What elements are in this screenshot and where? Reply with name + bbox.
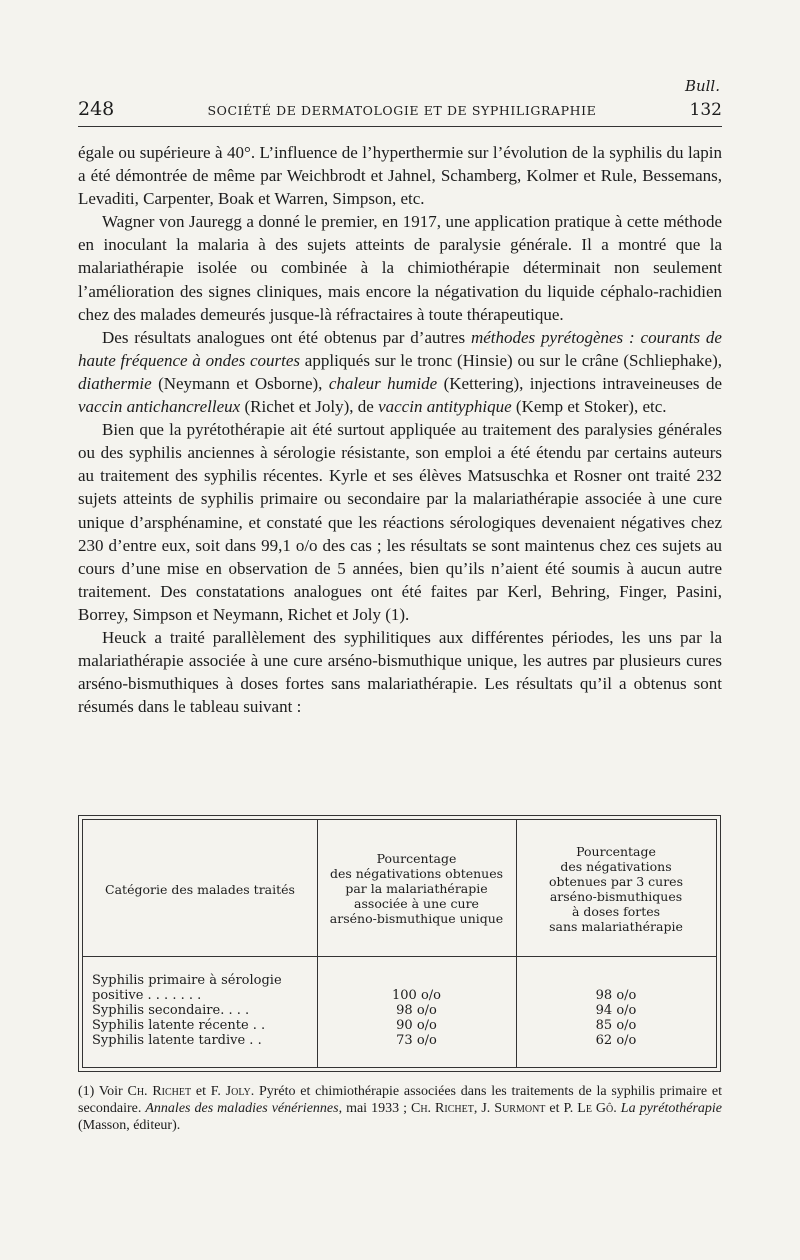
header-line: arséno-bismuthique unique — [329, 911, 504, 926]
author-name: P. Le Gô — [563, 1101, 614, 1116]
text-run: (Kemp et Stoker), etc. — [511, 397, 667, 417]
results-table — [78, 815, 721, 1072]
text-run: , mai 1933 ; — [338, 1101, 411, 1116]
text-run: et — [191, 1084, 211, 1099]
text-run: . Pyréto et chimiothérapie associées dans les traitements de la syphilis primaire et secondaire. — [78, 1084, 722, 1116]
text-run: (Masson, éditeur). — [78, 1118, 181, 1133]
header-rule — [78, 126, 722, 127]
header-line: Pourcentage — [376, 851, 457, 866]
header-line: Pourcentage — [576, 844, 656, 859]
table-inner-border — [82, 819, 717, 1068]
header-line: sans malariathérapie — [549, 919, 683, 934]
running-title: SOCIÉTÉ DE DERMATOLOGIE ET DE SYPHILIGRAPHIE — [207, 103, 597, 118]
row-label: Syphilis latente récente . . — [92, 1018, 266, 1033]
text-run: (Kettering), injections intraveineuses de — [437, 373, 722, 393]
text-run: appliqués sur le tronc (Hinsie) ou sur le crâne (Schliephake), — [300, 350, 722, 370]
paragraph-5: Heuck a traité parallèlement des syphilitiques aux différentes périodes, les uns par la malariathérapie associée à une cure arséno-bismuthique unique, les autres par plusieurs cures arséno-bismuthiques à doses fortes sans malariathérapie. Les résultats qu’il a obtenus sont résumés dans le tableau suivant : — [78, 627, 722, 717]
cell-value: 100 o/o — [392, 988, 441, 1003]
author-name: F. Joly — [210, 1084, 251, 1099]
header-line: des négativations obtenues — [329, 866, 504, 881]
header-divider — [83, 956, 716, 957]
cell-value: 94 o/o — [595, 1003, 637, 1018]
header-line: par la malariathérapie — [345, 881, 488, 896]
text-run: Des résultats analogues ont été obtenus par d’autres — [102, 327, 471, 347]
author-name: Ch. Richet — [127, 1084, 192, 1099]
journal-title: Annales des maladies vénériennes — [145, 1101, 339, 1116]
cell-value: 98 o/o — [595, 988, 637, 1003]
paragraph-1: égale ou supérieure à 40°. L’influence de l’hyperthermie sur l’évolution de la syphilis du lapin a été démontrée de même par Weichbrodt et Jahnel, Schamberg, Kolmer et Rule, Bessemans, Levaditi, Carpenter, Boak et Warren, Simpson, etc. — [78, 143, 722, 209]
paragraph-3 — [78, 326, 722, 418]
cell-value: 90 o/o — [396, 1018, 437, 1033]
column-header-malaria — [317, 851, 516, 926]
italic-run: vaccin antityphique — [378, 397, 512, 417]
footnote — [78, 1083, 722, 1134]
journal-abbrev: Bull. — [684, 77, 720, 95]
cell-value: 62 o/o — [595, 1033, 637, 1048]
header-line: des négativations — [560, 859, 672, 874]
header-line: obtenues par 3 cures — [548, 874, 683, 889]
page-number: 248 — [78, 98, 115, 120]
row-label: Syphilis latente tardive . . — [92, 1033, 262, 1048]
row-label: positive . . . . . . . — [92, 988, 202, 1003]
row-label: Syphilis secondaire. . . . — [92, 1003, 250, 1018]
row-label: Syphilis primaire à sérologie — [92, 973, 282, 988]
text-run: . — [613, 1101, 621, 1116]
header-line: associée à une cure — [354, 896, 479, 911]
header-line: à doses fortes — [571, 904, 661, 919]
body-text — [78, 141, 722, 718]
paragraph-2: Wagner von Jauregg a donné le premier, en 1917, une application pratique à cette méthode en inoculant la malaria à des sujets atteints de paralysie générale. Il a montré que la malariathérapie isolée ou combinée à la chimiothérapie déterminait non seulement l’amélioration des signes cliniques, mais encore la négativation du liquide céphalo-rachidien chez des malades demeurés jusque-là réfractaires à toute thérapeutique. — [78, 212, 722, 324]
cell-value: 98 o/o — [396, 1003, 437, 1018]
running-header — [78, 98, 722, 120]
column-header-arseno — [516, 844, 716, 934]
italic-run: diathermie — [78, 373, 152, 393]
italic-run: méthodes pyrétogènes : courants de haute fréquence à ondes courtes — [78, 327, 722, 370]
paragraph-4: Bien que la pyrétothérapie ait été surtout appliquée au traitement des paralysies générales ou des syphilis anciennes à sérologie résistante, son emploi a été étendu par certains auteurs au traitement des syphilis récentes. Kyrle et ses élèves Matsuschka et Rosner ont traité 232 sujets atteints de syphilis primaire ou secondaire par la malariathérapie associée à une cure unique d’arsphénamine, et constaté que les réactions sérologiques devenaient négatives chez 230 d’entre eux, soit dans 99,1 o/o des cas ; les résultats se sont maintenus chez ces sujets au cours d’une mise en observation de 5 années, bien qu’ils n’aient été soumis à aucun autre traitement. Des constatations analogues ont été faites par Kerl, Behring, Finger, Pasini, Borrey, Simpson et Neymann, Richet et Joly (1). — [78, 420, 722, 624]
text-run: et — [545, 1101, 564, 1116]
italic-run: chaleur humide — [328, 373, 438, 393]
text-run: (Neymann et Osborne), — [151, 373, 329, 393]
issue-number: 132 — [689, 100, 722, 120]
author-name: Ch. Richet, J. Surmont — [410, 1101, 546, 1116]
text-run: (Richet et Joly), de — [240, 397, 379, 417]
book-title: La pyrétothérapie — [620, 1101, 723, 1116]
cell-value: 85 o/o — [595, 1018, 637, 1033]
text-run: (1) Voir — [78, 1084, 128, 1099]
italic-run: vaccin antichancrelleux — [78, 397, 241, 417]
header-line: arséno-bismuthiques — [549, 889, 683, 904]
column-header-category: Catégorie des malades traités — [105, 882, 295, 897]
cell-value: 73 o/o — [396, 1033, 437, 1048]
